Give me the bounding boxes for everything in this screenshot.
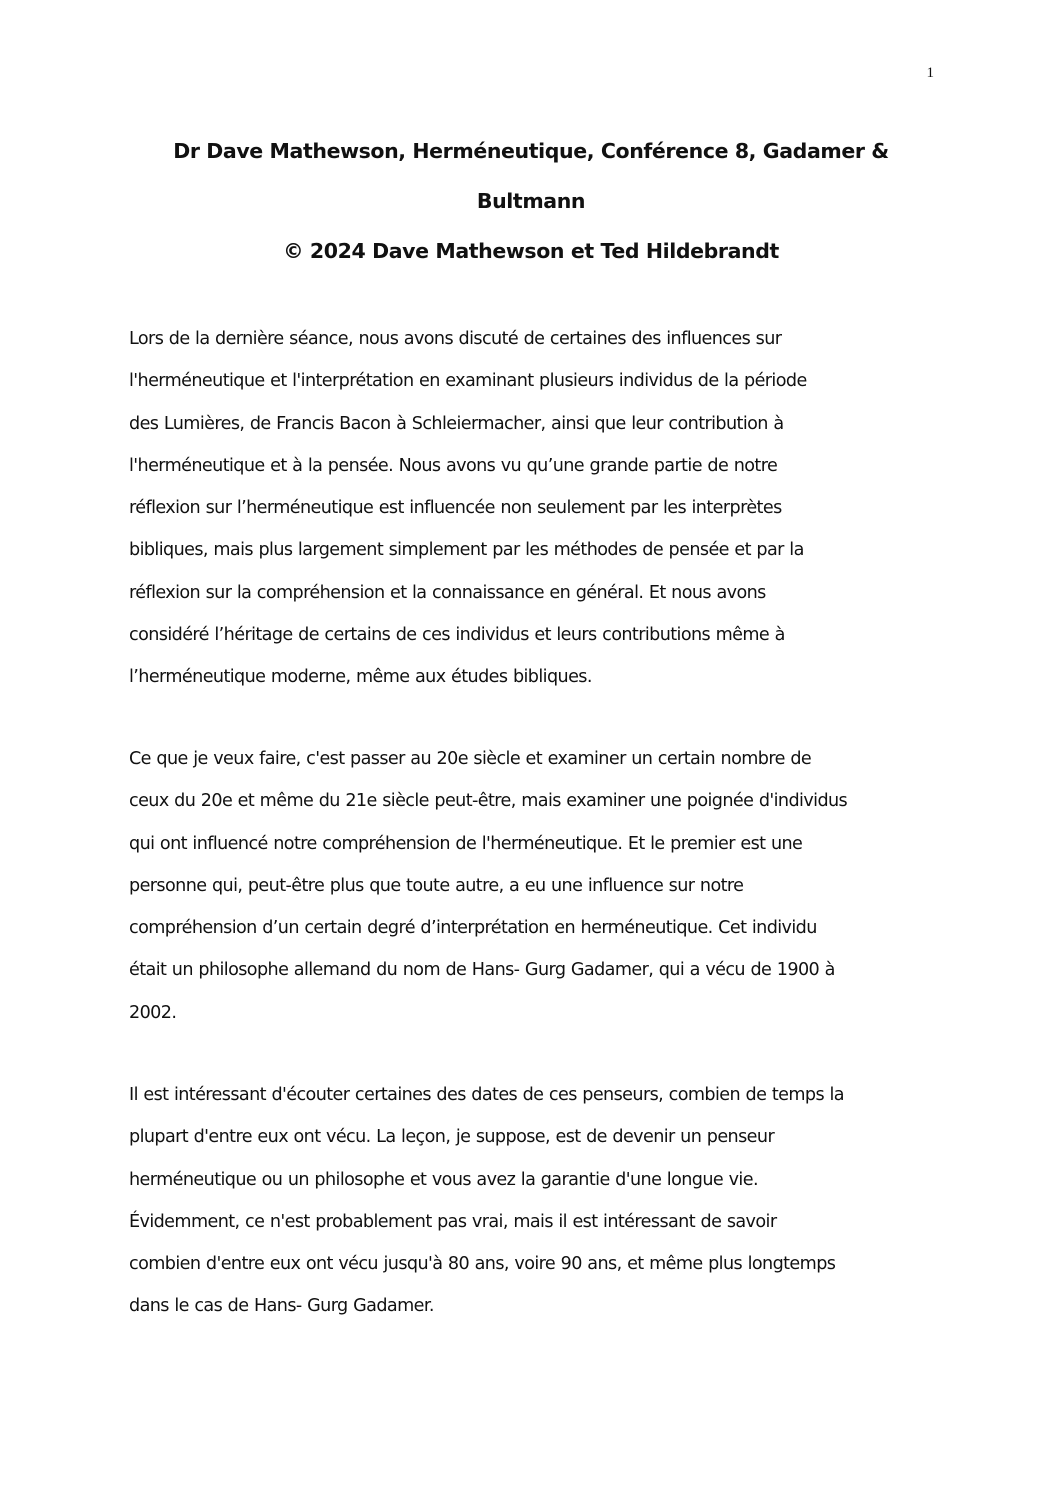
title-line-1: Dr Dave Mathewson, Herméneutique, Conférence 8, Gadamer & [173,139,889,163]
paragraph-line: Évidemment, ce n'est probablement pas vrai, mais il est intéressant de savoir [129,1211,777,1232]
paragraph-line: réflexion sur l’herméneutique est influencée non seulement par les interprètes [129,498,782,519]
paragraph-line: bibliques, mais plus largement simplement par les méthodes de pensée et par la [129,540,804,561]
paragraph-line: compréhension d’un certain degré d’interprétation en herméneutique. Cet individu [129,918,817,939]
copyright-line: © 2024 Dave Mathewson et Ted Hildebrandt [283,239,779,263]
paragraph-line: l'herméneutique et à la pensée. Nous avons vu qu’une grande partie de notre [129,455,778,476]
paragraph-line: combien d'entre eux ont vécu jusqu'à 80 ans, voire 90 ans, et même plus longtemps [129,1254,836,1275]
paragraph-line: dans le cas de Hans- Gurg Gadamer. [129,1296,434,1317]
paragraph-line: 2002. [129,1002,177,1023]
paragraph-line: qui ont influencé notre compréhension de l'herméneutique. Et le premier est une [129,833,803,854]
paragraph-line: ceux du 20e et même du 21e siècle peut-être, mais examiner une poignée d'individus [129,791,848,812]
document-title [100,126,962,276]
page-number: 1 [926,65,934,81]
title-line-2: Bultmann [476,189,586,213]
paragraph-line: réflexion sur la compréhension et la connaissance en général. Et nous avons [129,582,766,603]
paragraph-2 [129,738,939,1034]
paragraph-line: l’herméneutique moderne, même aux études bibliques. [129,667,592,688]
paragraph-line: l'herméneutique et l'interprétation en examinant plusieurs individus de la période [129,371,807,392]
paragraph-line: Lors de la dernière séance, nous avons discuté de certaines des influences sur [129,329,782,349]
paragraph-line: Il est intéressant d'écouter certaines des dates de ces penseurs, combien de temps la [129,1085,844,1105]
paragraph-line: Ce que je veux faire, c'est passer au 20e siècle et examiner un certain nombre de [129,749,812,769]
paragraph-1 [129,318,939,699]
paragraph-line: était un philosophe allemand du nom de Hans- Gurg Gadamer, qui a vécu de 1900 à [129,960,835,981]
paragraph-line: considéré l’héritage de certains de ces individus et leurs contributions même à [129,625,785,646]
paragraph-line: herméneutique ou un philosophe et vous avez la garantie d'une longue vie. [129,1169,758,1190]
paragraph-line: des Lumières, de Francis Bacon à Schleiermacher, ainsi que leur contribution à [129,413,784,434]
paragraph-line: plupart d'entre eux ont vécu. La leçon, je suppose, est de devenir un penseur [129,1127,775,1148]
paragraph-3 [129,1074,939,1328]
paragraph-line: personne qui, peut-être plus que toute autre, a eu une influence sur notre [129,875,744,896]
